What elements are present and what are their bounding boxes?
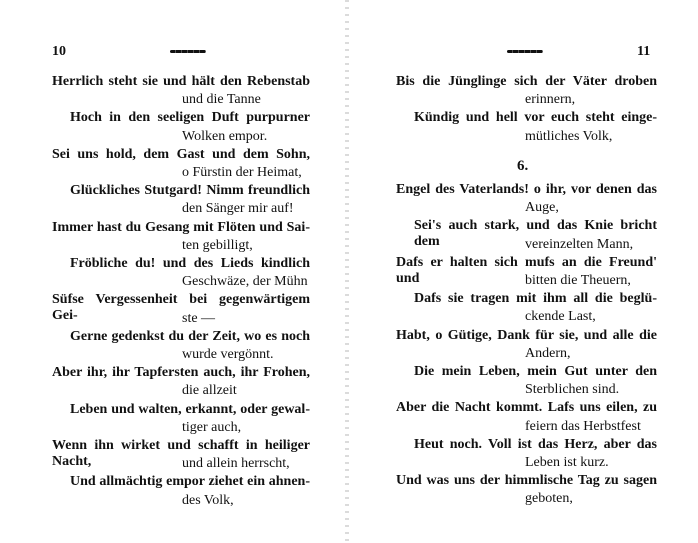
verse-continuation: wurde vergönnt. bbox=[182, 347, 274, 362]
verse-line: Süfse Vergessenheit bei gegenwärtigem Gei- bbox=[52, 292, 310, 324]
verse-line: Leben und walten, erkannt, oder gewal- bbox=[70, 401, 310, 417]
verse-line: Sei's auch stark, und das Knie bricht dem bbox=[414, 218, 657, 250]
verse-line: Engel des Vaterlands! o ihr, vor denen das bbox=[396, 182, 657, 197]
verse-continuation: geboten, bbox=[525, 491, 573, 507]
section-heading: 6. bbox=[517, 158, 529, 174]
verse-continuation: mütliches Volk, bbox=[525, 128, 613, 144]
right-page bbox=[352, 0, 698, 543]
verse-line: Immer hast du Gesang mit Flöten und Sai- bbox=[52, 219, 310, 235]
verse-line: Bis die Jünglinge sich der Väter droben bbox=[396, 74, 657, 89]
verse-line: Fröbliche du! und des Lieds kindlich bbox=[70, 256, 310, 271]
verse-line: Dafs sie tragen mit ihm all die beglü- bbox=[414, 291, 657, 307]
verse-continuation: vereinzelten Mann, bbox=[525, 236, 634, 252]
verse-line: Wenn ihn wirket und schafft in heiliger Nacht, bbox=[52, 438, 310, 469]
verse-continuation: und die Tanne bbox=[182, 92, 261, 108]
book-gutter bbox=[345, 0, 349, 543]
verse-continuation: bitten die Theuern, bbox=[525, 273, 631, 288]
verse-continuation: die allzeit bbox=[182, 383, 237, 399]
verse-line: Aber die Nacht kommt. Lafs uns eilen, zu bbox=[396, 400, 657, 416]
verse-continuation: Auge, bbox=[525, 200, 559, 216]
verse-line: Sei uns hold, dem Gast und dem Sohn, bbox=[52, 146, 310, 162]
verse-continuation: Geschwäze, der Mühn bbox=[182, 274, 308, 290]
verse-continuation: Sterblichen sind. bbox=[525, 382, 620, 398]
verse-continuation: feiern das Herbstfest bbox=[525, 418, 641, 434]
verse-line: Habt, o Gütige, Dank für sie, und alle die bbox=[396, 327, 657, 343]
verse-line: Heut noch. Voll ist das Herz, aber das bbox=[414, 436, 657, 452]
verse-continuation: Andern, bbox=[525, 345, 571, 361]
verse-line: Und allmächtig empor ziehet ein ahnen- bbox=[70, 474, 310, 490]
verse-continuation: erinnern, bbox=[525, 92, 576, 108]
verse-line: Gerne gedenkst du der Zeit, wo es noch bbox=[70, 328, 310, 344]
verse-continuation: ste — bbox=[182, 310, 216, 326]
verse-line: Dafs er halten sich mufs an die Freund' und bbox=[396, 254, 657, 286]
verse-continuation: ten gebilligt, bbox=[182, 237, 253, 253]
header-ornament bbox=[170, 50, 206, 53]
verse-continuation: Leben ist kurz. bbox=[525, 455, 609, 470]
verse-line: Kündig und hell vor euch steht einge- bbox=[414, 110, 657, 126]
verse-continuation: und allein herrscht, bbox=[182, 456, 290, 472]
verse-line: Herrlich steht sie und hält den Rebenstab bbox=[52, 74, 310, 89]
left-page bbox=[0, 0, 345, 543]
page-number: 11 bbox=[637, 44, 651, 59]
verse-continuation: tiger auch, bbox=[182, 419, 242, 435]
verse-continuation: ckende Last, bbox=[525, 309, 596, 325]
verse-line: Hoch in den seeligen Duft purpurner bbox=[70, 110, 310, 126]
verse-continuation: Wolken empor. bbox=[182, 128, 268, 144]
verse-line: Glückliches Stutgard! Nimm freundlich bbox=[70, 183, 310, 199]
verse-line: Die mein Leben, mein Gut unter den bbox=[414, 364, 657, 379]
page-number: 10 bbox=[52, 44, 66, 59]
verse-line: Aber ihr, ihr Tapfersten auch, ihr Frohen, bbox=[52, 365, 310, 381]
verse-continuation: des Volk, bbox=[182, 492, 234, 508]
verse-continuation: o Fürstin der Heimat, bbox=[182, 165, 302, 180]
verse-line: Und was uns der himmlische Tag zu sagen bbox=[396, 473, 657, 489]
verse-continuation: den Sänger mir auf! bbox=[182, 201, 294, 217]
header-ornament bbox=[507, 50, 543, 53]
